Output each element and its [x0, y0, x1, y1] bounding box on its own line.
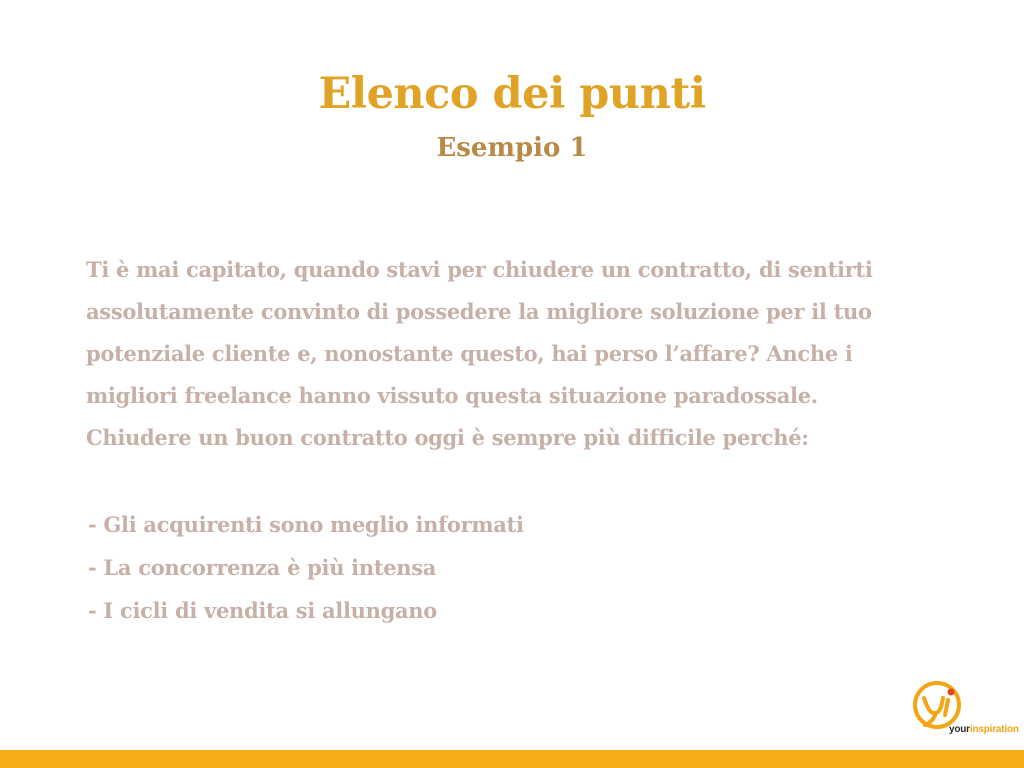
bottom-accent-bar: [0, 750, 1024, 768]
logo-wordmark: [949, 724, 1019, 736]
slide-subtitle: Esempio 1: [436, 133, 588, 163]
logo-wordmark-inspiration: inspiration: [969, 724, 1019, 735]
paragraph-line: Ti è mai capitato, quando stavi per chiudere un contratto, di sentirti: [86, 257, 873, 282]
bullet-item: - I cicli di vendita si allungano: [88, 598, 437, 623]
paragraph-line: migliori freelance hanno vissuto questa situazione paradossale.: [86, 383, 818, 408]
logo-wordmark-your: your: [949, 724, 970, 735]
paragraph-line: assolutamente convinto di possedere la migliore soluzione per il tuo: [86, 299, 872, 324]
slide-title: Elenco dei punti: [318, 69, 706, 119]
your-inspiration-logo: [911, 676, 1019, 738]
intro-paragraph: [86, 249, 966, 459]
bullet-item: - La concorrenza è più intensa: [88, 555, 437, 580]
bullet-list: [88, 503, 688, 632]
paragraph-line: potenziale cliente e, nonostante questo, hai perso l’affare? Anche i: [86, 341, 853, 366]
bullet-item: - Gli acquirenti sono meglio informati: [88, 512, 524, 537]
paragraph-line: Chiudere un buon contratto oggi è sempre più difficile perché:: [86, 425, 809, 450]
